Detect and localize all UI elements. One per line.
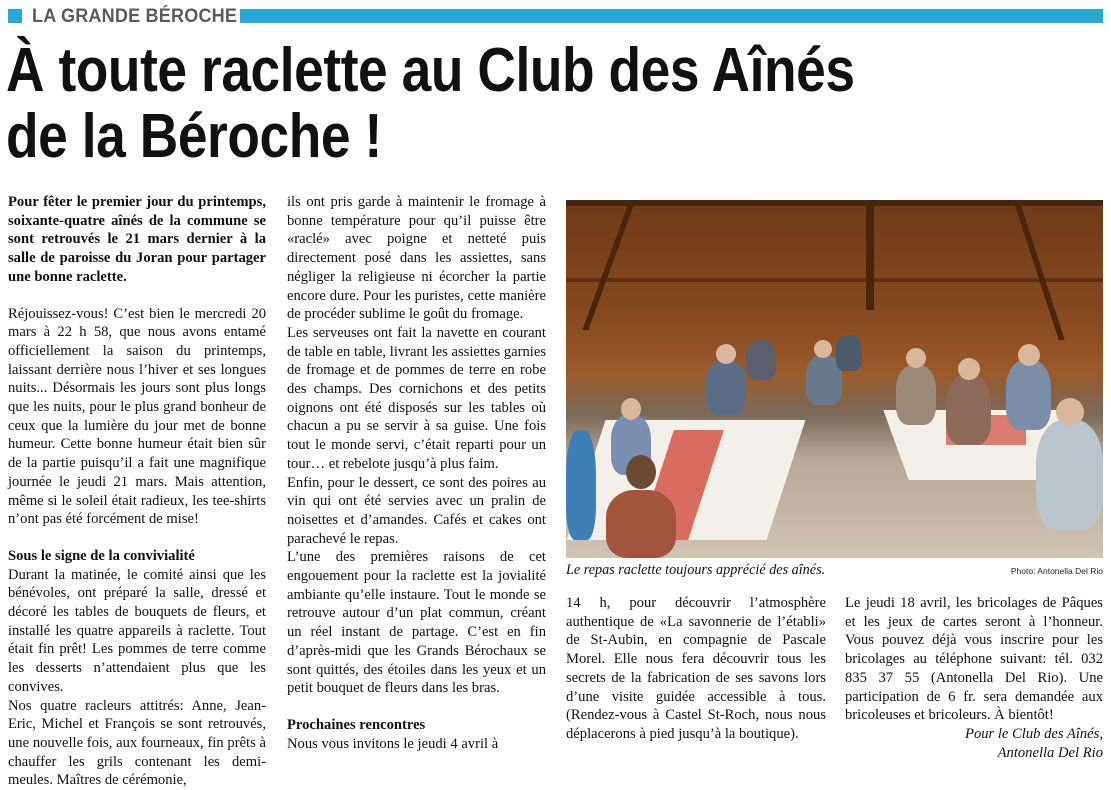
paragraph: Nous vous invitons le jeudi 4 avril à — [287, 735, 499, 752]
paragraph: Enfin, pour le dessert, ce sont des poires au vin qui ont été servies avec un pralin de noisettes et d’amandes. Cafés et cakes ont parachevé le repas. — [287, 474, 546, 547]
signature-line-1: Pour le Club des Aînés, — [965, 725, 1103, 742]
headline-line-2: de la Béroche ! — [6, 102, 382, 171]
section-rule — [240, 9, 1103, 23]
paragraph: Les serveuses ont fait la navette en courant de table en table, livrant les assiettes garnies de fromage et de pommes de terre en robe des champs. Des cornichons et des petits oignons ont été disposés sur les tables où chacun a pu se servir à sa guise. Une fois tout le monde servi, c’était reparti pour un tour… et rebelote jusqu’à plus faim. — [287, 324, 546, 472]
section-header — [8, 6, 1103, 28]
lead-paragraph: Pour fêter le premier jour du printemps, soixante-quatre aînés de la commune se sont retrouvés le 21 mars dernier à la salle de paroisse du Joran pour partager une bonne raclette. — [8, 194, 266, 285]
headline — [6, 38, 1106, 170]
subheading: Prochaines rencontres — [287, 716, 426, 733]
article-column-2 — [287, 193, 546, 753]
paragraph: Durant la matinée, le comité ainsi que les bénévoles, ont préparé la salle, dressé et décoré les tables de bouquets de fleurs, et installé les quatre appareils à raclette. Tout était fin prêt! Les pommes de terre comme les desserts n’attendaient plus que les convives. — [8, 566, 266, 695]
paragraph: L’une des premières raisons de cet engouement pour la raclette est la jovialité ambiante qu’elle instaure. Tout le monde se retrouve autour d’un plat commun, créant un réel instant de partage. C’est en fin d’après-midi que les Grands Bérochaux se sont quittés, des étoiles dans les yeux et un petit bouquet de fleurs dans les bras. — [287, 549, 546, 697]
paragraph: 14 h, pour découvrir l’atmosphère authentique de «La savonnerie de l’établi» de St-Aubin, en compagnie de Pascale Morel. Elle nous fera découvrir tous les secrets de la fabrication de ses savons lors d’une visite guidée accessible à tous. (Rendez-vous à Castel St-Roch, nous nous déplacerons à pied jusqu’à la boutique). — [566, 595, 826, 742]
photo-caption: Le repas raclette toujours apprécié des aînés. — [566, 562, 826, 578]
paragraph: Nos quatre racleurs attitrés: Anne, Jean-Eric, Michel et François se sont retrouvés, une nouvelle fois, aux fourneaux, fin prêts à chauffer les grils contenant les demi-meules. Maîtres de cérémonie, — [8, 697, 266, 789]
article-photo — [566, 200, 1103, 558]
section-marker — [8, 9, 22, 23]
article-column-4 — [845, 594, 1103, 762]
subheading: Sous le signe de la convivialité — [8, 547, 195, 564]
paragraph: ils ont pris garde à maintenir le fromage à bonne température pour qu’il puisse être «raclé» avec poigne et netteté puis directement posé dans les assiettes, sans négliger la religieuse ni écorcher la partie encore dure. Pour les puristes, cette manière de procéder sublime le goût du fromage. — [287, 194, 546, 323]
article-column-3 — [566, 594, 826, 744]
article-column-1 — [8, 193, 266, 790]
section-label: LA GRANDE BÉROCHE — [32, 6, 238, 27]
photo-credit: Photo: Antonella Del Rio — [1010, 566, 1103, 576]
paragraph: Le jeudi 18 avril, les bricolages de Pâques et les jeux de cartes seront à l’honneur. Vous pouvez déjà vous inscrire pour les bricolages au téléphone suivant: tél. 032 835 37 55 (Antonella Del Rio). Une participation de 6 fr. sera demandée aux bricoleuses et bricoleurs. À bientôt! — [845, 595, 1103, 724]
signature-line-2: Antonella Del Rio — [997, 744, 1103, 761]
paragraph: Réjouissez-vous! C’est bien le mercredi 20 mars à 22 h 58, que nous avons entamé officiellement la saison du printemps, laissant derrière nous l’hiver et ses longues nuits... Désormais les jours sont plus longs que les nuits, pour le plus grand bonheur de ceux que la lumière du jour met de bonne humeur. Cette bonne humeur était bien sûr de la partie puisqu’il a fait une magnifique journée le jeudi 21 mars. Mais attention, même si le soleil était radieux, les tee-shirts n’ont pas été forcément de mise! — [8, 305, 266, 528]
headline-line-1: À toute raclette au Club des Aînés — [6, 36, 855, 105]
